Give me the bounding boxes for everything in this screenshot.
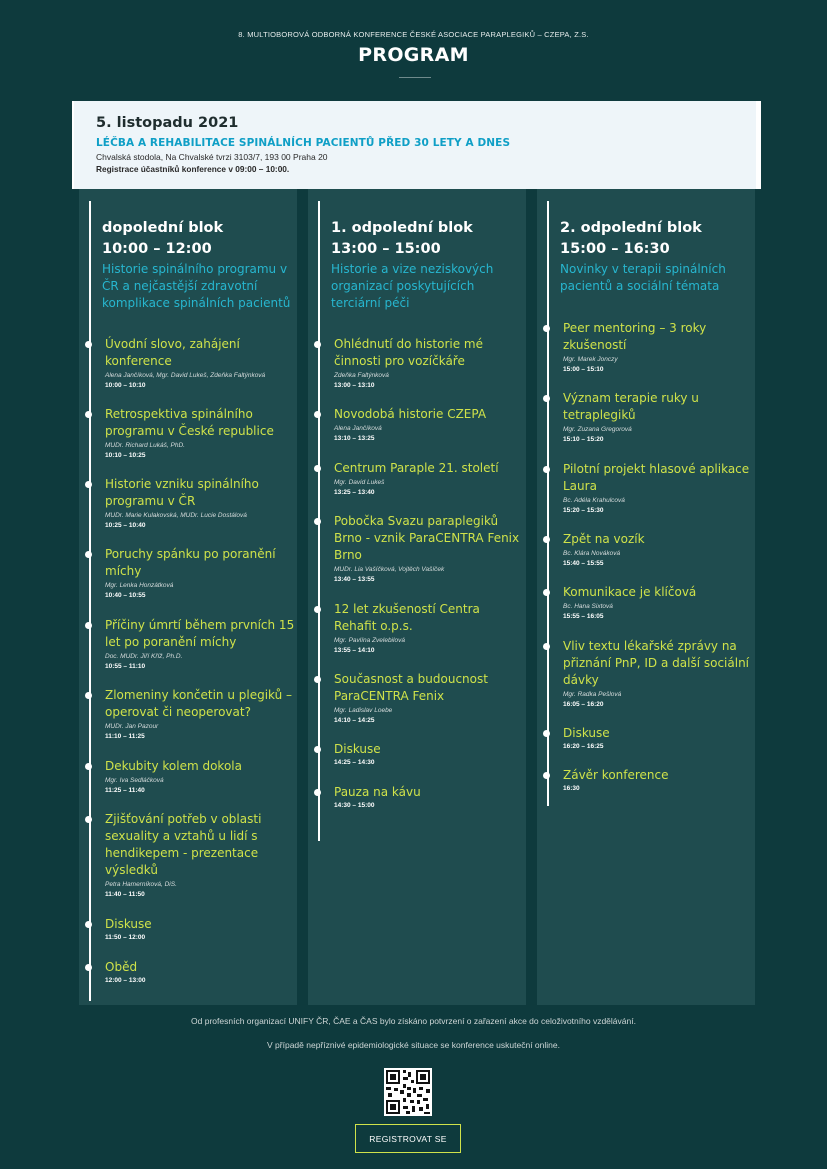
item-title: Novodobá historie CZEPA: [334, 407, 487, 421]
timeline-dot-icon: [85, 816, 92, 823]
item-title: Zjišťování potřeb v oblasti sexuality a vztahů u lidí s hendikepem - prezentace výsledků: [105, 812, 262, 877]
item-title: Vliv textu lékařské zprávy na přiznání PnP, ID a další sociální dávky: [563, 639, 750, 687]
item-title: Význam terapie ruky u tetraplegiků: [563, 391, 699, 422]
item-time: 12:00 – 13:00: [105, 977, 146, 984]
item-title: Diskuse: [563, 726, 610, 740]
item-title: Diskuse: [334, 742, 381, 756]
accreditation-note: Od profesních organizací UNIFY ČR, ČAE a ČAS bylo získáno potvrzení o zařazení akce do celoživotního vzdělávání.: [191, 1016, 636, 1026]
item-speakers: Mgr. Ladislav Loebe: [334, 707, 393, 714]
item-time: 14:25 – 14:30: [334, 759, 375, 766]
timeline-dot-icon: [314, 746, 321, 753]
item-speakers: MUDr. Marie Kulakovská, MUDr. Lucie Dostálová: [105, 512, 247, 519]
item-title: Pilotní projekt hlasové aplikace Laura: [563, 462, 750, 493]
timeline-dot-icon: [85, 411, 92, 418]
block-header: [102, 217, 292, 312]
item-speakers: MUDr. Richard Lukáš, PhD.: [105, 442, 185, 449]
item-title: Úvodní slovo, zahájení konference: [105, 337, 240, 368]
item-title: Pauza na kávu: [334, 785, 421, 799]
item-title: Zlomeniny končetin u plegiků – operovat či neoperovat?: [105, 688, 293, 719]
item-title: Retrospektiva spinálního programu v České republice: [105, 407, 274, 438]
item-title: Centrum Paraple 21. století: [334, 461, 499, 475]
item-title: Peer mentoring – 3 roky zkušeností: [563, 321, 707, 352]
item-time: 10:40 – 10:55: [105, 592, 146, 599]
item-time: 13:25 – 13:40: [334, 489, 375, 496]
timeline-dot-icon: [543, 536, 550, 543]
program-item: [563, 584, 753, 622]
program-item: [334, 513, 524, 585]
item-time: 13:55 – 14:10: [334, 647, 375, 654]
item-time: 15:00 – 15:10: [563, 366, 604, 373]
program-item: [334, 601, 524, 656]
event-venue: Chvalská stodola, Na Chvalské tvrzi 3103/7, 193 00 Praha 20: [96, 152, 328, 162]
program-item: [105, 476, 295, 531]
item-time: 10:25 – 10:40: [105, 522, 146, 529]
item-time: 11:50 – 12:00: [105, 934, 146, 941]
program-item: [334, 741, 524, 768]
event-theme: LÉČBA A REHABILITACE SPINÁLNÍCH PACIENTŮ PŘED 30 LETY A DNES: [96, 137, 511, 149]
program-item: [563, 320, 753, 375]
block-topic: Historie a vize neziskových organizací poskytujících terciární péči: [331, 262, 494, 310]
block-topic: Novinky v terapii spinálních pacientů a sociální témata: [560, 262, 726, 293]
qr-code-icon[interactable]: [384, 1068, 432, 1116]
item-title: Ohlédnutí do historie mé činnosti pro vozíčkáře: [334, 337, 483, 368]
item-time: 10:10 – 10:25: [105, 452, 146, 459]
item-title: Poruchy spánku po poranění míchy: [105, 547, 276, 578]
block-column-afternoon-1: [308, 189, 526, 1005]
program-item: [105, 758, 295, 796]
timeline-dot-icon: [85, 341, 92, 348]
event-info-box: [72, 101, 761, 189]
item-speakers: Alena Jančíková, Mgr. David Lukeš, Zdeňka Faltýnková: [105, 372, 266, 379]
item-title: Oběd: [105, 960, 138, 974]
program-item: [105, 687, 295, 742]
program-item: [105, 916, 295, 943]
timeline-dot-icon: [543, 395, 550, 402]
block-name: dopolední blok: [102, 220, 224, 236]
item-speakers: Bc. Adéla Krahulcová: [563, 497, 625, 504]
title-divider: [399, 77, 431, 78]
timeline-dot-icon: [85, 692, 92, 699]
block-time: 10:00 – 12:00: [102, 241, 212, 257]
item-speakers: MUDr. Lia Vašíčková, Vojtěch Vašíček: [334, 566, 445, 573]
item-speakers: Bc. Klára Nováková: [563, 550, 621, 557]
timeline-dot-icon: [85, 622, 92, 629]
item-time: 13:40 – 13:55: [334, 576, 375, 583]
program-item: [105, 546, 295, 601]
timeline-dot-icon: [85, 763, 92, 770]
block-header: [560, 217, 750, 295]
item-title: Současnost a budoucnost ParaCENTRA Fenix: [334, 672, 488, 703]
conference-name: 8. MULTIOBOROVÁ ODBORNÁ KONFERENCE ČESKÉ ASOCIACE PARAPLEGIKŮ – CZEPA, Z.S.: [238, 30, 589, 39]
item-time: 15:10 – 15:20: [563, 436, 604, 443]
program-item: [334, 460, 524, 498]
item-time: 11:25 – 11:40: [105, 787, 145, 794]
block-column-afternoon-2: [537, 189, 755, 1005]
item-speakers: Zdeňka Faltýnková: [334, 372, 389, 379]
item-speakers: Mgr. Iva Sedláčková: [105, 777, 164, 784]
block-topic: Historie spinálního programu v ČR a nejčastější zdravotní komplikace spinálních pacientů: [102, 262, 291, 310]
item-time: 14:30 – 15:00: [334, 802, 375, 809]
timeline-dot-icon: [85, 964, 92, 971]
program-item: [105, 406, 295, 461]
item-title: Příčiny úmrtí během prvních 15 let po poranění míchy: [105, 618, 295, 649]
block-time: 15:00 – 16:30: [560, 241, 670, 257]
program-item: [105, 811, 295, 900]
item-speakers: Mgr. Radka Pešlová: [563, 691, 622, 698]
block-name: 2. odpolední blok: [560, 220, 702, 236]
item-speakers: Mgr. Marek Jonczy: [563, 356, 618, 363]
timeline-dot-icon: [543, 730, 550, 737]
timeline-dot-icon: [543, 466, 550, 473]
program-item: [563, 725, 753, 752]
program-item: [563, 390, 753, 445]
timeline-dot-icon: [314, 606, 321, 613]
program-item: [563, 531, 753, 569]
item-time: 15:20 – 15:30: [563, 507, 604, 514]
item-time: 10:00 – 10:10: [105, 382, 146, 389]
item-time: 16:30: [563, 785, 580, 792]
item-speakers: Mgr. Zuzana Gregorová: [563, 426, 632, 433]
timeline-dot-icon: [85, 921, 92, 928]
item-speakers: MUDr. Jan Pazour: [105, 723, 159, 730]
block-header: [331, 217, 521, 312]
item-title: Pobočka Svazu paraplegiků Brno - vznik ParaCENTRA Fenix Brno: [334, 514, 520, 562]
item-title: Zpět na vozík: [563, 532, 645, 546]
item-title: Historie vzniku spinálního programu v ČR: [105, 477, 259, 508]
item-time: 10:55 – 11:10: [105, 663, 146, 670]
item-speakers: Alena Jančíková: [334, 425, 382, 432]
timeline-line: [547, 201, 549, 806]
event-date: 5. listopadu 2021: [96, 115, 239, 131]
program-item: [563, 767, 753, 794]
item-title: Dekubity kolem dokola: [105, 759, 242, 773]
item-title: 12 let zkušeností Centra Rehafit o.p.s.: [334, 602, 480, 633]
timeline-dot-icon: [314, 789, 321, 796]
register-button[interactable]: REGISTROVAT SE: [355, 1124, 461, 1153]
item-title: Komunikace je klíčová: [563, 585, 697, 599]
timeline-dot-icon: [85, 481, 92, 488]
timeline-dot-icon: [85, 551, 92, 558]
item-time: 15:40 – 15:55: [563, 560, 604, 567]
timeline-dot-icon: [314, 341, 321, 348]
item-speakers: Mgr. Pavlína Zvelebilová: [334, 637, 405, 644]
program-item: [334, 336, 524, 391]
online-note: V případě nepříznivé epidemiologické situace se konference uskuteční online.: [267, 1040, 560, 1050]
timeline-dot-icon: [543, 589, 550, 596]
item-speakers: Bc. Hana Sixtová: [563, 603, 613, 610]
timeline-dot-icon: [543, 325, 550, 332]
block-time: 13:00 – 15:00: [331, 241, 441, 257]
page-title: PROGRAM: [358, 44, 469, 66]
item-time: 13:00 – 13:10: [334, 382, 375, 389]
item-title: Diskuse: [105, 917, 152, 931]
item-time: 14:10 – 14:25: [334, 717, 375, 724]
block-column-morning: [79, 189, 297, 1005]
timeline-dot-icon: [543, 643, 550, 650]
item-time: 16:20 – 16:25: [563, 743, 604, 750]
item-time: 15:55 – 16:05: [563, 613, 604, 620]
item-time: 13:10 – 13:25: [334, 435, 375, 442]
program-item: [105, 336, 295, 391]
item-time: 11:40 – 11:50: [105, 891, 145, 898]
program-item: [334, 671, 524, 726]
timeline-dot-icon: [314, 411, 321, 418]
event-registration: Registrace účastníků konference v 09:00 – 10:00.: [96, 164, 290, 174]
item-time: 16:05 – 16:20: [563, 701, 604, 708]
item-speakers: Mgr. David Lukeš: [334, 479, 385, 486]
program-item: [105, 617, 295, 672]
program-item: [334, 784, 524, 811]
program-item: [563, 638, 753, 710]
block-name: 1. odpolední blok: [331, 220, 473, 236]
item-time: 11:10 – 11:25: [105, 733, 145, 740]
item-speakers: Petra Hamerníková, DiS.: [105, 881, 177, 888]
program-item: [334, 406, 524, 444]
item-speakers: Doc. MUDr. Jiří Kříž, Ph.D.: [105, 653, 183, 660]
timeline-dot-icon: [314, 465, 321, 472]
item-title: Závěr konference: [563, 768, 669, 782]
item-speakers: Mgr. Lenka Honzátková: [105, 582, 174, 589]
timeline-dot-icon: [314, 676, 321, 683]
program-item: [563, 461, 753, 516]
timeline-dot-icon: [314, 518, 321, 525]
timeline-dot-icon: [543, 772, 550, 779]
program-item: [105, 959, 295, 986]
timeline-line: [89, 201, 91, 1001]
